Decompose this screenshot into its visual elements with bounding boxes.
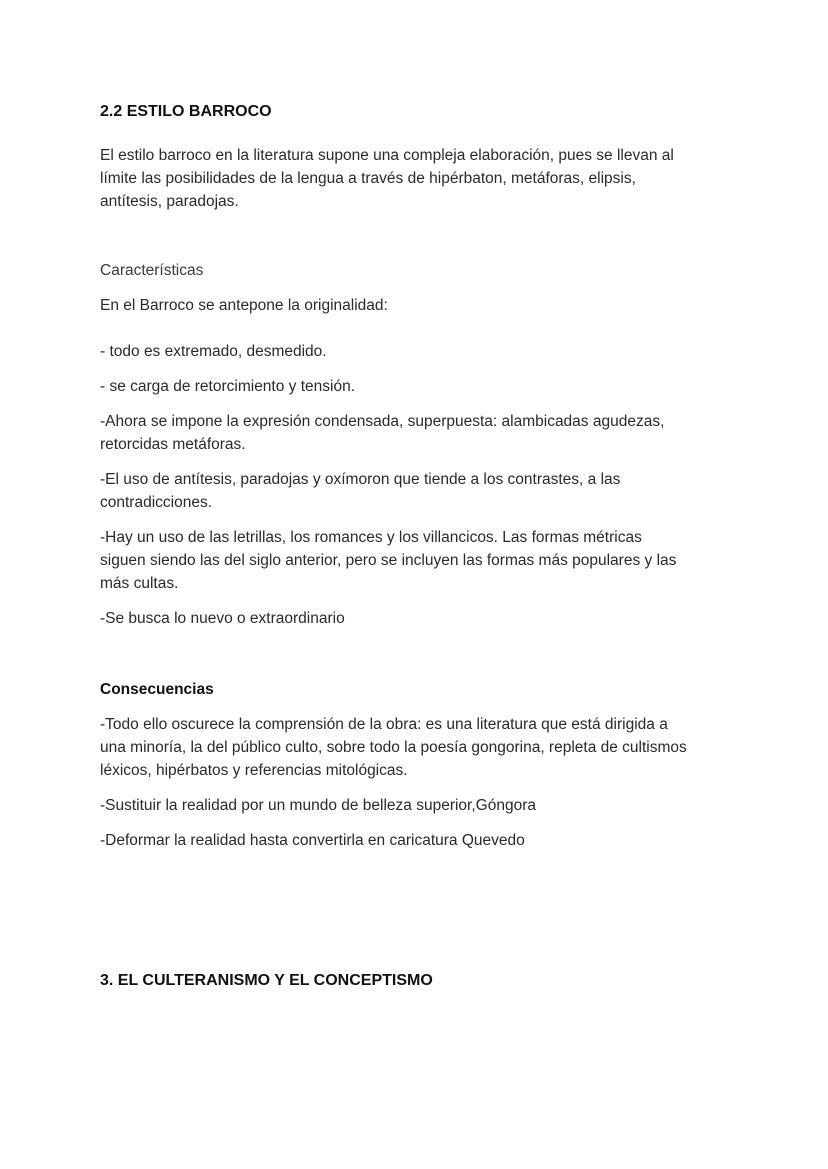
caracteristica-item: siguen siendo las del siglo anterior, pero se incluyen las formas más populares y las [100, 552, 677, 569]
caracteristica-item: - todo es extremado, desmedido. [100, 343, 327, 360]
caracteristica-item: -El uso de antítesis, paradojas y oxímoron que tiende a los contrastes, a las [100, 471, 621, 488]
caracteristica-item: -Se busca lo nuevo o extraordinario [100, 610, 345, 627]
caracteristica-item: contradicciones. [100, 494, 213, 511]
consecuencias-heading: Consecuencias [100, 681, 214, 698]
intro-line: antítesis, paradojas. [100, 193, 239, 210]
section-title-culteranismo: 3. EL CULTERANISMO Y EL CONCEPTISMO [100, 972, 433, 989]
caracteristica-item: más cultas. [100, 575, 179, 592]
caracteristica-item: retorcidas metáforas. [100, 436, 246, 453]
consecuencia-item: una minoría, la del público culto, sobre todo la poesía gongorina, repleta de cultismos [100, 739, 687, 756]
caracteristicas-lead: En el Barroco se antepone la originalidad: [100, 297, 388, 314]
consecuencia-item: -Deformar la realidad hasta convertirla en caricatura Quevedo [100, 832, 525, 849]
intro-line: El estilo barroco en la literatura supone una compleja elaboración, pues se llevan al [100, 147, 674, 164]
intro-line: límite las posibilidades de la lengua a través de hipérbaton, metáforas, elipsis, [100, 170, 636, 187]
consecuencia-item: -Todo ello oscurece la comprensión de la obra: es una literatura que está dirigida a [100, 716, 668, 733]
consecuencia-item: léxicos, hipérbatos y referencias mitológicas. [100, 762, 408, 779]
caracteristicas-heading: Características [100, 262, 204, 279]
consecuencia-item: -Sustituir la realidad por un mundo de belleza superior,Góngora [100, 797, 536, 814]
caracteristica-item: - se carga de retorcimiento y tensión. [100, 378, 356, 395]
section-title-estilo-barroco: 2.2 ESTILO BARROCO [100, 103, 272, 120]
caracteristica-item: -Ahora se impone la expresión condensada, superpuesta: alambicadas agudezas, [100, 413, 665, 430]
caracteristica-item: -Hay un uso de las letrillas, los romances y los villancicos. Las formas métricas [100, 529, 642, 546]
